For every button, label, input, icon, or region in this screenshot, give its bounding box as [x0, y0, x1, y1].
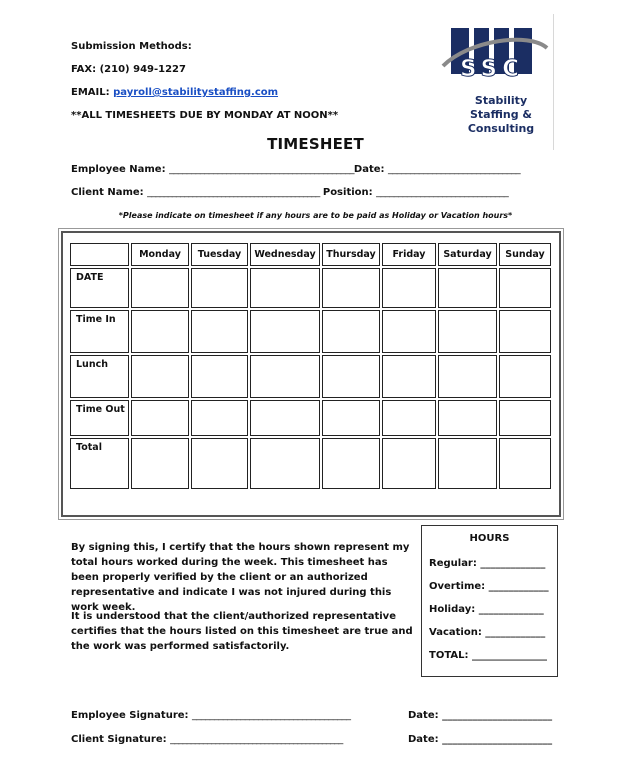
header-divider: [553, 14, 554, 150]
employee-name-label: Employee Name:: [71, 164, 166, 175]
deadline-notice: **ALL TIMESHEETS DUE BY MONDAY AT NOON**: [71, 110, 339, 121]
grid-cell[interactable]: [382, 268, 436, 308]
ssc-logo-graphic: [441, 22, 555, 140]
ssc-logo: [441, 22, 555, 140]
certification-paragraph-1: By signing this, I certify that the hours shown represent my total hours worked during the week. This timesheet has been properly verified by the client or an authorized representative and indicate I was not injured during this work week.: [71, 542, 410, 613]
grid-cell[interactable]: [131, 268, 189, 308]
client-signature-field[interactable]: __________________________________________: [170, 734, 343, 745]
timesheet-grid: [68, 241, 553, 491]
submission-methods-title: Submission Methods:: [71, 41, 192, 52]
grid-cell[interactable]: [250, 400, 320, 436]
logo-line-1: Stability: [474, 94, 528, 107]
logo-line-3: Consulting: [467, 122, 535, 135]
position-label: Position:: [322, 187, 373, 198]
client-signature-row: [71, 734, 342, 745]
grid-cell[interactable]: [499, 310, 551, 353]
grid-cell[interactable]: [382, 355, 436, 398]
grid-cell[interactable]: [499, 268, 551, 308]
hours-summary-box: [421, 525, 558, 677]
total-hours-field[interactable]: TOTAL: _______________: [429, 650, 547, 661]
grid-cell[interactable]: [438, 310, 497, 353]
grid-cell[interactable]: [131, 310, 189, 353]
grid-cell[interactable]: [250, 310, 320, 353]
grid-cell[interactable]: [191, 268, 248, 308]
grid-corner-cell: [70, 243, 129, 266]
grid-cell[interactable]: [131, 355, 189, 398]
grid-cell[interactable]: [322, 438, 380, 489]
employee-signature-field[interactable]: ____________________________________: [192, 710, 351, 721]
grid-cell[interactable]: [131, 400, 189, 436]
hours-title: HOURS: [469, 533, 510, 544]
grid-cell[interactable]: [322, 268, 380, 308]
holiday-hours-field[interactable]: Holiday: _____________: [429, 604, 544, 615]
grid-cell[interactable]: [191, 310, 248, 353]
grid-cell[interactable]: [438, 268, 497, 308]
holiday-vacation-note: *Please indicate on timesheet if any hours are to be paid as Holiday or Vacation hours*: [118, 211, 513, 220]
day-header: Tuesday: [191, 243, 248, 266]
page-title: TIMESHEET: [267, 135, 364, 153]
employee-signature-row: [71, 710, 350, 721]
logo-letters: SSC: [460, 56, 524, 82]
row-label: Time Out: [70, 400, 129, 436]
row-label: Lunch: [70, 355, 129, 398]
grid-cell[interactable]: [191, 355, 248, 398]
email-line: [71, 87, 278, 98]
regular-hours-field[interactable]: Regular: _____________: [429, 558, 546, 569]
grid-cell[interactable]: [322, 310, 380, 353]
grid-cell[interactable]: [250, 355, 320, 398]
email-label: EMAIL:: [71, 87, 110, 98]
client-name-row: [71, 187, 508, 198]
employee-date-field[interactable]: Date: ______________________: [408, 710, 553, 721]
grid-cell[interactable]: [499, 438, 551, 489]
grid-cell[interactable]: [322, 355, 380, 398]
day-header: Thursday: [322, 243, 380, 266]
grid-cell[interactable]: [382, 438, 436, 489]
row-label: Time In: [70, 310, 129, 353]
client-name-label: Client Name:: [71, 187, 144, 198]
grid-cell[interactable]: [499, 355, 551, 398]
date-label: Date:: [353, 164, 385, 175]
day-header: Saturday: [438, 243, 497, 266]
row-label: Total: [70, 438, 129, 489]
row-label: DATE: [70, 268, 129, 308]
fax-number: FAX: (210) 949-1227: [71, 64, 186, 75]
grid-cell[interactable]: [382, 310, 436, 353]
grid-cell[interactable]: [499, 400, 551, 436]
grid-cell[interactable]: [382, 400, 436, 436]
employee-signature-label: Employee Signature:: [71, 710, 189, 721]
date-field[interactable]: ______________________________: [388, 164, 521, 175]
day-header: Sunday: [499, 243, 551, 266]
grid-cell[interactable]: [250, 268, 320, 308]
grid-cell[interactable]: [322, 400, 380, 436]
employee-name-row: [71, 164, 520, 175]
grid-cell[interactable]: [250, 438, 320, 489]
employee-name-field[interactable]: __________________________________________: [169, 164, 354, 175]
vacation-hours-field[interactable]: Vacation: ____________: [429, 627, 546, 638]
client-signature-label: Client Signature:: [71, 734, 167, 745]
timesheet-grid-frame: [61, 231, 561, 517]
day-header: Monday: [131, 243, 189, 266]
grid-cell[interactable]: [438, 438, 497, 489]
overtime-hours-field[interactable]: Overtime: ____________: [429, 581, 549, 592]
certification-paragraph-2: It is understood that the client/authorized representative certifies that the hours listed on this timesheet are true and the work was performed satisfactorily.: [71, 611, 413, 652]
grid-cell[interactable]: [438, 400, 497, 436]
grid-cell[interactable]: [131, 438, 189, 489]
grid-cell[interactable]: [191, 438, 248, 489]
position-field[interactable]: ______________________________: [376, 187, 509, 198]
client-name-field[interactable]: __________________________________________: [147, 187, 320, 198]
day-header: Friday: [382, 243, 436, 266]
grid-cell[interactable]: [438, 355, 497, 398]
grid-cell[interactable]: [191, 400, 248, 436]
day-header: Wednesday: [250, 243, 320, 266]
logo-line-2: Staffing &: [470, 108, 532, 121]
email-link[interactable]: payroll@stabilitystaffing.com: [113, 87, 279, 98]
client-date-field[interactable]: Date: ______________________: [408, 734, 553, 745]
